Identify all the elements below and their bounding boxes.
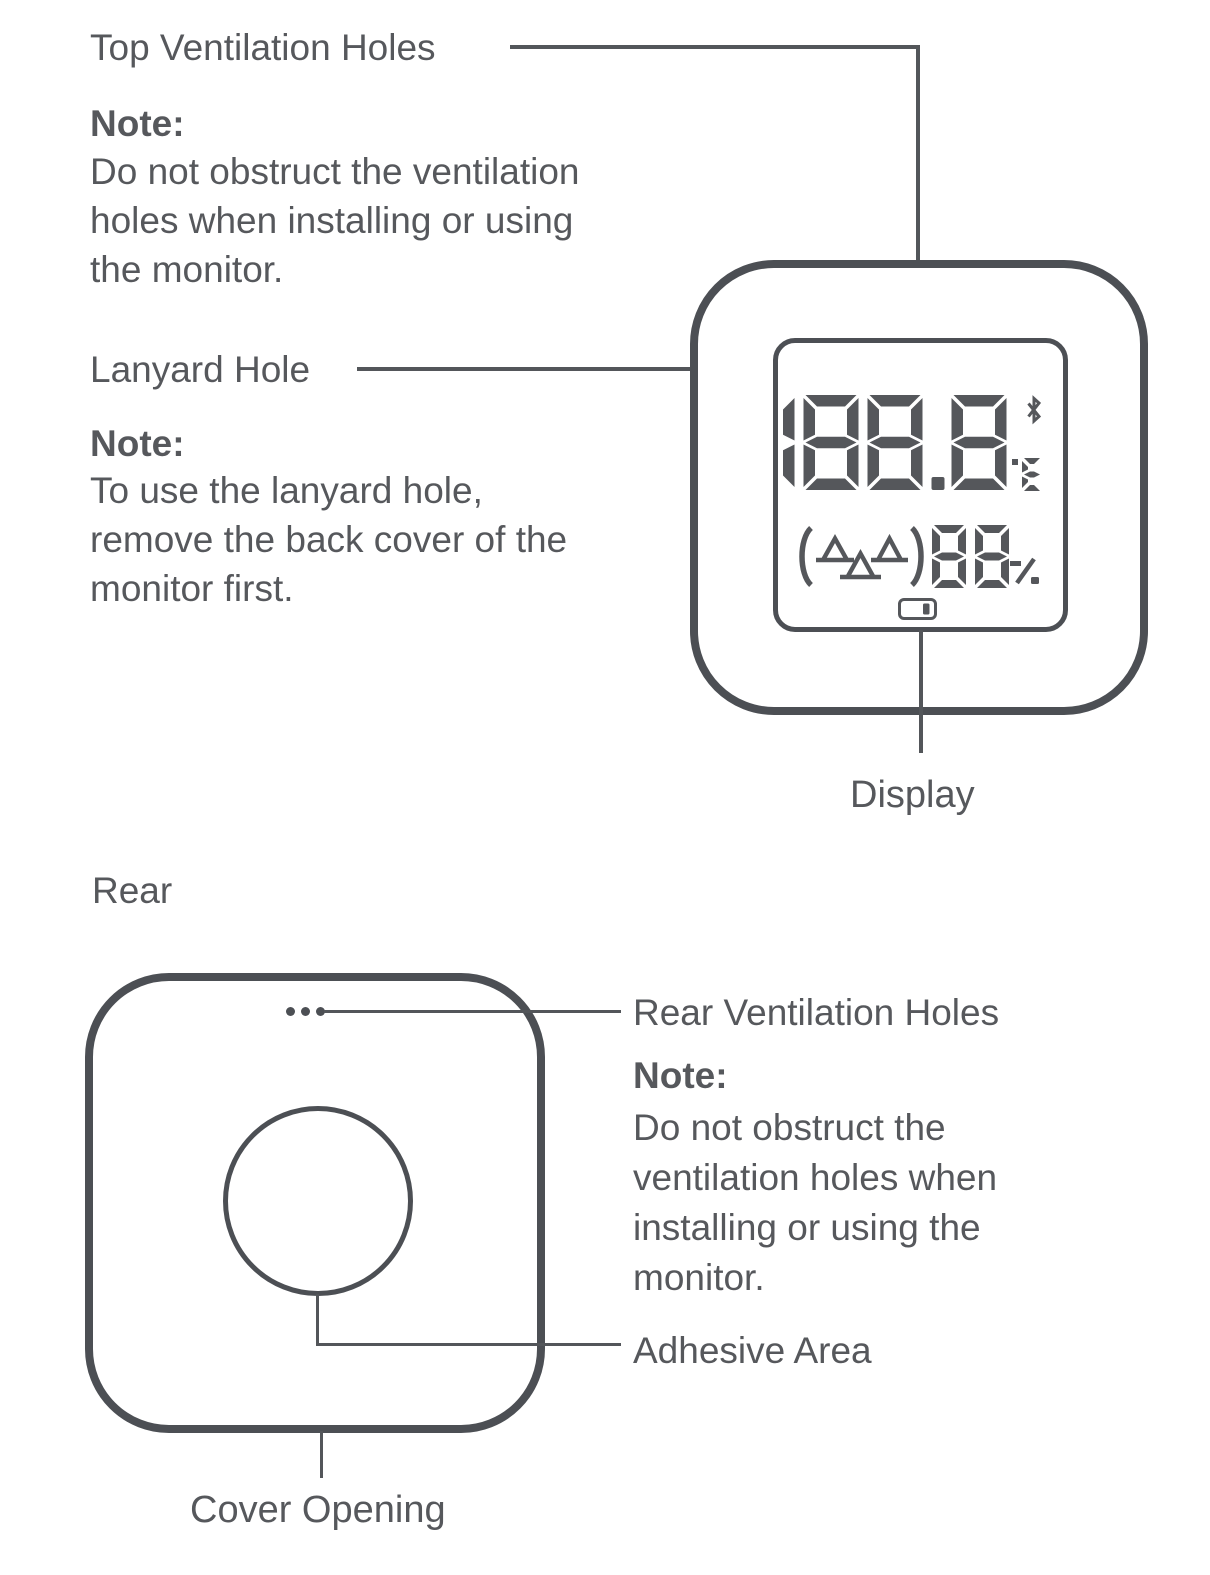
- front-note1-line3: the monitor.: [90, 249, 284, 290]
- rear-note-line2: ventilation holes when: [633, 1157, 998, 1198]
- rear-vent-hole-dot: [301, 1007, 310, 1016]
- front-note2-line3: monitor first.: [90, 568, 294, 609]
- temperature-unit-symbol: [1012, 458, 1040, 491]
- front-note2-line1: To use the lanyard hole,: [90, 470, 483, 511]
- rear-note-title: Note:: [633, 1055, 728, 1096]
- rear-note-line3: installing or using the: [633, 1207, 981, 1248]
- rear-section-label: Rear: [92, 870, 173, 911]
- rear-note-line1: Do not obstruct the: [633, 1107, 946, 1148]
- cover-opening-label: Cover Opening: [190, 1489, 446, 1531]
- paren-right: [912, 528, 921, 585]
- lanyard-callout-line: [357, 367, 694, 371]
- adhesive-callout-line-horizontal: [316, 1343, 621, 1346]
- top-vent-callout-line-horizontal: [510, 45, 919, 49]
- lcd-content: [773, 338, 1068, 632]
- front-note2-title: Note:: [90, 423, 185, 464]
- front-note1-line1: Do not obstruct the ventilation: [90, 151, 580, 192]
- percent-icon: [1010, 559, 1039, 584]
- front-note1-line2: holes when installing or using: [90, 200, 574, 241]
- rear-ventilation-holes-label: Rear Ventilation Holes: [633, 992, 1000, 1033]
- top-vent-callout-line-vertical: [916, 45, 920, 262]
- battery-icon: [900, 600, 936, 619]
- humidity-reading: [932, 525, 1009, 588]
- rear-vent-hole-dot: [286, 1007, 295, 1016]
- lanyard-hole-label: Lanyard Hole: [90, 349, 311, 390]
- adhesive-callout-line-vertical: [316, 1294, 319, 1346]
- comfort-triangles-icon: [802, 528, 921, 585]
- bluetooth-icon: [1029, 399, 1040, 422]
- paren-left: [802, 528, 811, 585]
- display-callout-line: [919, 630, 923, 753]
- top-ventilation-holes-label: Top Ventilation Holes: [90, 27, 436, 68]
- cover-opening-callout-line: [320, 1431, 323, 1478]
- adhesive-area-label: Adhesive Area: [633, 1330, 872, 1371]
- adhesive-area-circle: [223, 1106, 413, 1296]
- temperature-reading: [783, 395, 1007, 490]
- display-label: Display: [850, 774, 975, 816]
- front-note1-title: Note:: [90, 103, 185, 144]
- front-note2-line2: remove the back cover of the: [90, 519, 568, 560]
- rear-vent-callout-line: [324, 1010, 621, 1013]
- rear-note-line4: monitor.: [633, 1257, 765, 1298]
